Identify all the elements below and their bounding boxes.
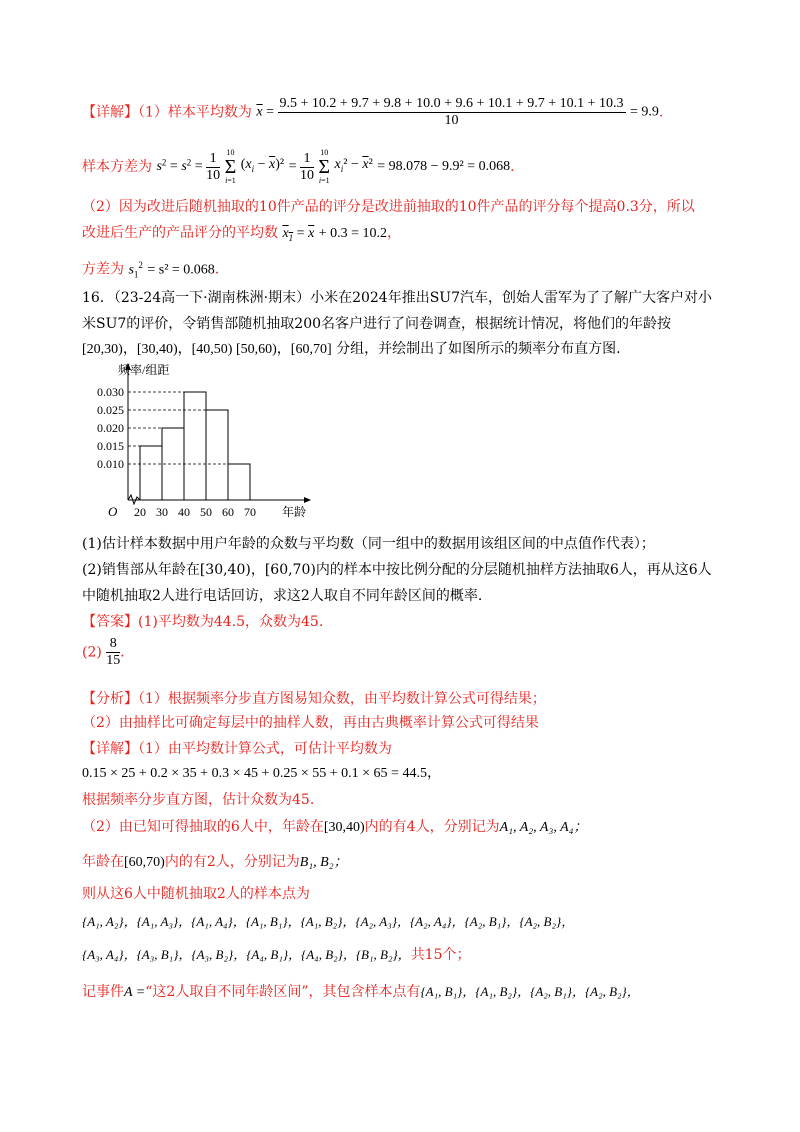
detail2-tag: 【详解】 [82,741,138,757]
x-tick-label: 30 [156,505,168,519]
mean-line: 【详解】（1）样本平均数为 $\overline{x}$ = 9.5 + 10.2 + 9.7 + 9.8 + 10.0 + 9.6 + 10.1 + 9.7 + 10.1 + 10.3 10 = 9.9. [82,96,664,128]
analysis-l1: （1）根据频率分步直方图易知众数，由平均数计算公式可得结果； [138,691,546,707]
answer-tag: 【答案】 [82,614,138,630]
answer-line [82,613,323,631]
y-axis-label: 频率/组距 [118,363,170,377]
q16-line3-end: 分组，并绘制出了如图所示的频率分布直方图. [336,341,621,357]
y-tick-label: 0.015 [97,439,124,453]
q16-sub1: (1)估计样本数据中用户年龄的众数与平均数（同一组中的数据用该组区间的中点值作代表）； [82,536,655,552]
detail2-l9-b: A = [124,985,146,1000]
y-tick-label: 0.020 [97,421,124,435]
x-axis-label: 年龄 [282,505,307,519]
detail2-l4-set: A₁, A₂, A₃, A₄； [499,820,588,835]
histogram-bar [206,410,228,500]
p2-line2: 改进后生产的产品评分的平均数 $x_1 = \overline{x} + 0.3 = 10.2$， [82,225,402,243]
detail2-l5-set: B₁, B₂； [299,855,348,870]
p2-variance-line: 方差为 $s_1^2 = s^2 = 0.068$. [82,260,220,280]
detail2-l4-a: （2）由已知可得抽取的6人中，年龄在 [82,819,324,835]
detail2-l5-b: 内的有2人，分别记为 [164,854,300,870]
detail2-l9-a: 记事件 [82,984,124,1000]
p2-var-intro: 方差为 [82,261,124,278]
detail2-l4-b: 内的有4人，分别记为 [364,819,500,835]
answer-2-num: 8 [106,636,120,653]
answer-2-suffix: ． [120,644,135,661]
detail2-l9-c: “这2人取自不同年龄区间”，其包含样本点有 [145,984,421,1000]
detail2-line7: {A₁, A₂}，{A₁, A₃}，{A₁, A₄}，{A₁, B₁}，{A₁, B₂}，{A₂, A₃}，{A₂, A₄}，{A₂, B₁}，{A₂, B₂}， [82,914,575,929]
mean-result: = 9.9 [630,104,659,120]
y-tick-label: 0.010 [97,457,124,471]
analysis-line1 [82,690,546,708]
x-axis-arrow [304,497,311,503]
origin-label: O [108,504,118,519]
mean-intro: （1）样本平均数为 [138,104,252,121]
detail2-line4 [82,818,588,837]
q16-line1: 16．（23-24高一下·湖南株洲·期末）小米在2024年推出SU7汽车，创始人雷军为了了解广大客户对小 [82,290,712,306]
analysis-tag: 【分析】 [82,691,138,707]
x-tick-label: 50 [200,505,212,519]
analysis-line2: （2）由抽样比可确定每层中的抽样人数，再由古典概率计算公式可得结果 [82,715,539,731]
detail2-line8 [82,946,471,964]
q16-line2: 米SU7的评价，令销售部随机抽取200名客户进行了问卷调查，根据统计情况，将他们的年龄按 [82,316,672,332]
histogram-bar [228,464,250,500]
variance-line: 样本方差为 $s^2 = s^2$ = $\frac{1}{10}$ 10 Σ i=1 $(x_i - \overline{x})^2$ = $\frac{1}{10}$ 10 Σ i=1 $x_i^2 - \overline{x}^2 = 98.078 - 9.9^2 = 0.068$. [82,148,515,185]
q16-line3 [82,340,621,359]
x-bar-symbol: $\overline{x}$ [256,104,263,120]
y-tick-label: 0.025 [97,403,124,417]
q16-sub2-a: (2)销售部从年龄在[30,40)，[60,70)内的样本中按比例分配的分层随机抽样方法抽取6人，再从这6人 [82,562,712,578]
detail2-line6: 则从这6人中随机抽取2人的样本点为 [82,886,310,902]
x-tick-label: 70 [244,505,256,519]
mean-numerator: 9.5 + 10.2 + 9.7 + 9.8 + 10.0 + 9.6 + 10.1 + 9.7 + 10.1 + 10.3 [279,96,624,111]
variance-result: = 98.078 − 9.9² = 0.068 [377,159,511,174]
detail2-l8-end: 共15个； [410,947,471,963]
mean-denominator: 10 [444,113,459,128]
answer-1: (1)平均数为44.5，众数为45. [138,614,324,630]
variance-intro: 样本方差为 [82,159,152,175]
q16-intervals: [20,30)，[30,40)，[40,50) [50,60)，[60,70] [82,342,332,357]
histogram-bar [184,392,206,500]
frequency-histogram [82,362,322,522]
detail-tag: 【详解】 [82,104,138,121]
y-tick-label: 0.030 [97,385,124,399]
detail2-l4-int: [30,40) [323,820,365,835]
histogram-bar [140,446,162,500]
answer-2-prefix: (2) [82,644,102,661]
p2-mean-eq: + 0.3 = 10.2 [318,226,388,241]
detail2-l5-int: [60,70) [124,855,165,870]
detail2-l1: （1）由平均数计算公式，可估计平均数为 [138,741,392,757]
x-tick-label: 40 [178,505,190,519]
detail2-line2: 0.15 × 25 + 0.2 × 35 + 0.3 × 45 + 0.25 × 55 + 0.1 × 65 = 44.5， [82,766,441,781]
q16-sub2-b: 中随机抽取2人进行电话回访，求这2人取自不同年龄区间的概率. [82,588,483,604]
answer-2-line [82,636,134,678]
answer-2-den: 15 [106,653,121,668]
detail2-line1 [82,740,392,758]
detail2-line9 [82,983,640,1002]
p2-var-eq: = s² = 0.068 [147,262,215,278]
chart-layer [97,362,311,519]
detail2-l9-d: {A₁, B₁}，{A₁, B₂}，{A₂, B₁}，{A₂, B₂}， [420,984,640,999]
x-tick-label: 20 [134,505,146,519]
p2-line1: （2）因为改进后随机抽取的10件产品的评分是改进前抽取的10件产品的评分每个提高0.3分，所以 [82,199,695,215]
detail2-l5-a: 年龄在 [82,854,124,870]
x-tick-label: 60 [222,505,234,519]
detail2-l8: {A₃, A₄}，{A₃, B₁}，{A₃, B₂}，{A₄, B₁}，{A₄, B₂}，{B₁, B₂}， [82,947,411,962]
mean-fraction [278,96,626,129]
detail2-line5 [82,853,348,872]
p2-mean-intro: 改进后生产的产品评分的平均数 [82,225,278,241]
detail2-line3: 根据频率分步直方图，估计众数为45. [82,792,315,808]
